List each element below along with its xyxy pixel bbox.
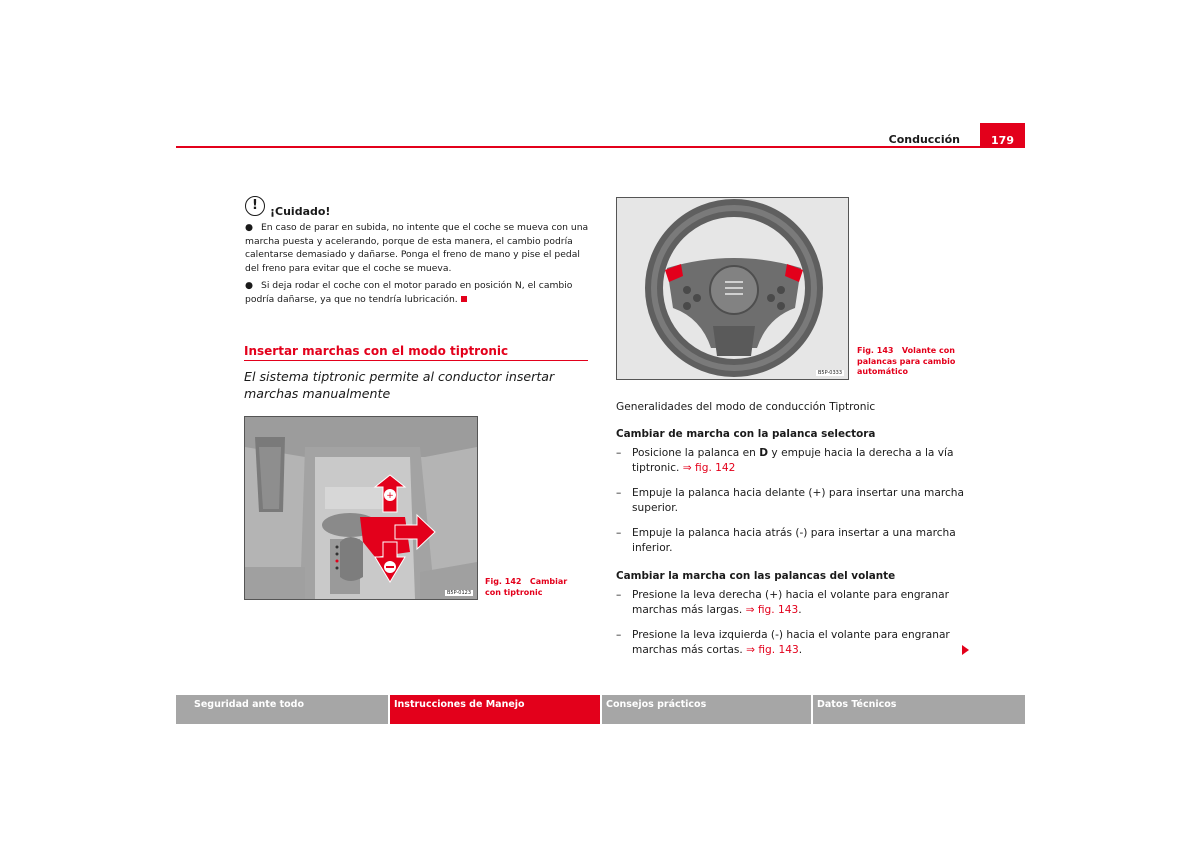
bullet-dot-icon: ● <box>245 222 254 233</box>
end-square-icon <box>461 296 467 302</box>
header-rule <box>176 146 1025 148</box>
section-title: Insertar marchas con el modo tiptronic <box>244 344 509 358</box>
warning-bullet-text: En caso de parar en subida, no intente que el coche se mueva con una marcha puesta y acelerando, porque de esta manera, el cambio podría calentarse demasiado y dañarse. Ponga el freno de mano y pise el pedal del freno para evitar que el coche se mueva. <box>245 222 589 274</box>
bullet-dot-icon: ● <box>245 280 254 291</box>
figure-142-caption <box>485 577 585 598</box>
caption-number: Fig. 143 <box>857 346 894 355</box>
list-item-text: Empuje la palanca hacia atrás (-) para insertar a una marcha inferior. <box>632 527 956 554</box>
figure-code: B5P-0123 <box>446 590 471 596</box>
footer-tab-seguridad[interactable]: Seguridad ante todo <box>176 695 388 724</box>
subheading-selector-lever: Cambiar de marcha con la palanca selectora <box>616 428 876 440</box>
figure-reference-link[interactable]: ⇒ fig. 143 <box>745 604 799 616</box>
figure-reference-link[interactable]: ⇒ fig. 142 <box>682 462 736 474</box>
dash-marker: – <box>616 527 622 539</box>
list-item <box>616 446 966 476</box>
section-rule <box>244 360 588 361</box>
list-item <box>616 486 966 516</box>
dash-marker: – <box>616 589 622 601</box>
caption-text: Volante con palancas para cambio automático <box>857 346 956 376</box>
list-item <box>616 588 966 618</box>
gear-lever-illustration <box>245 417 477 599</box>
caption-number: Fig. 142 <box>485 577 522 586</box>
svg-text:+: + <box>386 491 394 501</box>
header-section-title: Conducción <box>888 133 960 146</box>
figure-code: B5P-0333 <box>817 370 842 376</box>
subheading-wheel-paddles: Cambiar la marcha con las palancas del volante <box>616 570 896 582</box>
list-item-text: Presione la leva izquierda (-) hacia el volante para engranar marchas más cortas. ⇒ fig. 143. <box>632 629 950 656</box>
dash-marker: – <box>616 629 622 641</box>
dash-marker: – <box>616 487 622 499</box>
section-subtitle: El sistema tiptronic permite al conductor insertar marchas manualmente <box>244 369 555 401</box>
intro-paragraph: Generalidades del modo de conducción Tiptronic <box>616 401 876 413</box>
figure-143-caption <box>857 346 967 378</box>
list-item <box>616 628 966 658</box>
figure-142-gear-lever <box>244 416 478 600</box>
list-item-text: Empuje la palanca hacia delante (+) para insertar una marcha superior. <box>632 487 965 514</box>
next-page-arrow-icon[interactable] <box>962 645 969 655</box>
steering-wheel-illustration <box>617 198 848 379</box>
page-number: 179 <box>980 123 1025 148</box>
figure-reference-link[interactable]: ⇒ fig. 143 <box>746 644 799 656</box>
warning-bullet <box>245 279 590 306</box>
warning-title: ¡Cuidado! <box>270 205 331 218</box>
list-item <box>616 526 966 556</box>
dash-marker: – <box>616 447 622 459</box>
list-item-text: Presione la leva derecha (+) hacia el volante para engranar marchas más largas. ⇒ fig. 143. <box>632 589 949 616</box>
footer-tab-consejos[interactable]: Consejos prácticos <box>602 695 811 724</box>
footer-tab-datos[interactable]: Datos Técnicos <box>813 695 1025 724</box>
warning-bullet-text: Si deja rodar el coche con el motor parado en posición N, el cambio podría dañarse, ya que no tendría lubricación. <box>245 280 573 305</box>
exclamation-icon: ! <box>245 196 265 216</box>
warning-bullet <box>245 221 590 275</box>
figure-143-steering-wheel <box>616 197 849 380</box>
list-item-text: Posicione la palanca en D y empuje hacia la derecha a la vía tiptronic. ⇒ fig. 142 <box>632 447 954 474</box>
caption-text: Cambiar con tiptronic <box>485 577 568 597</box>
footer-tab-instrucciones[interactable]: Instrucciones de Manejo <box>390 695 600 724</box>
